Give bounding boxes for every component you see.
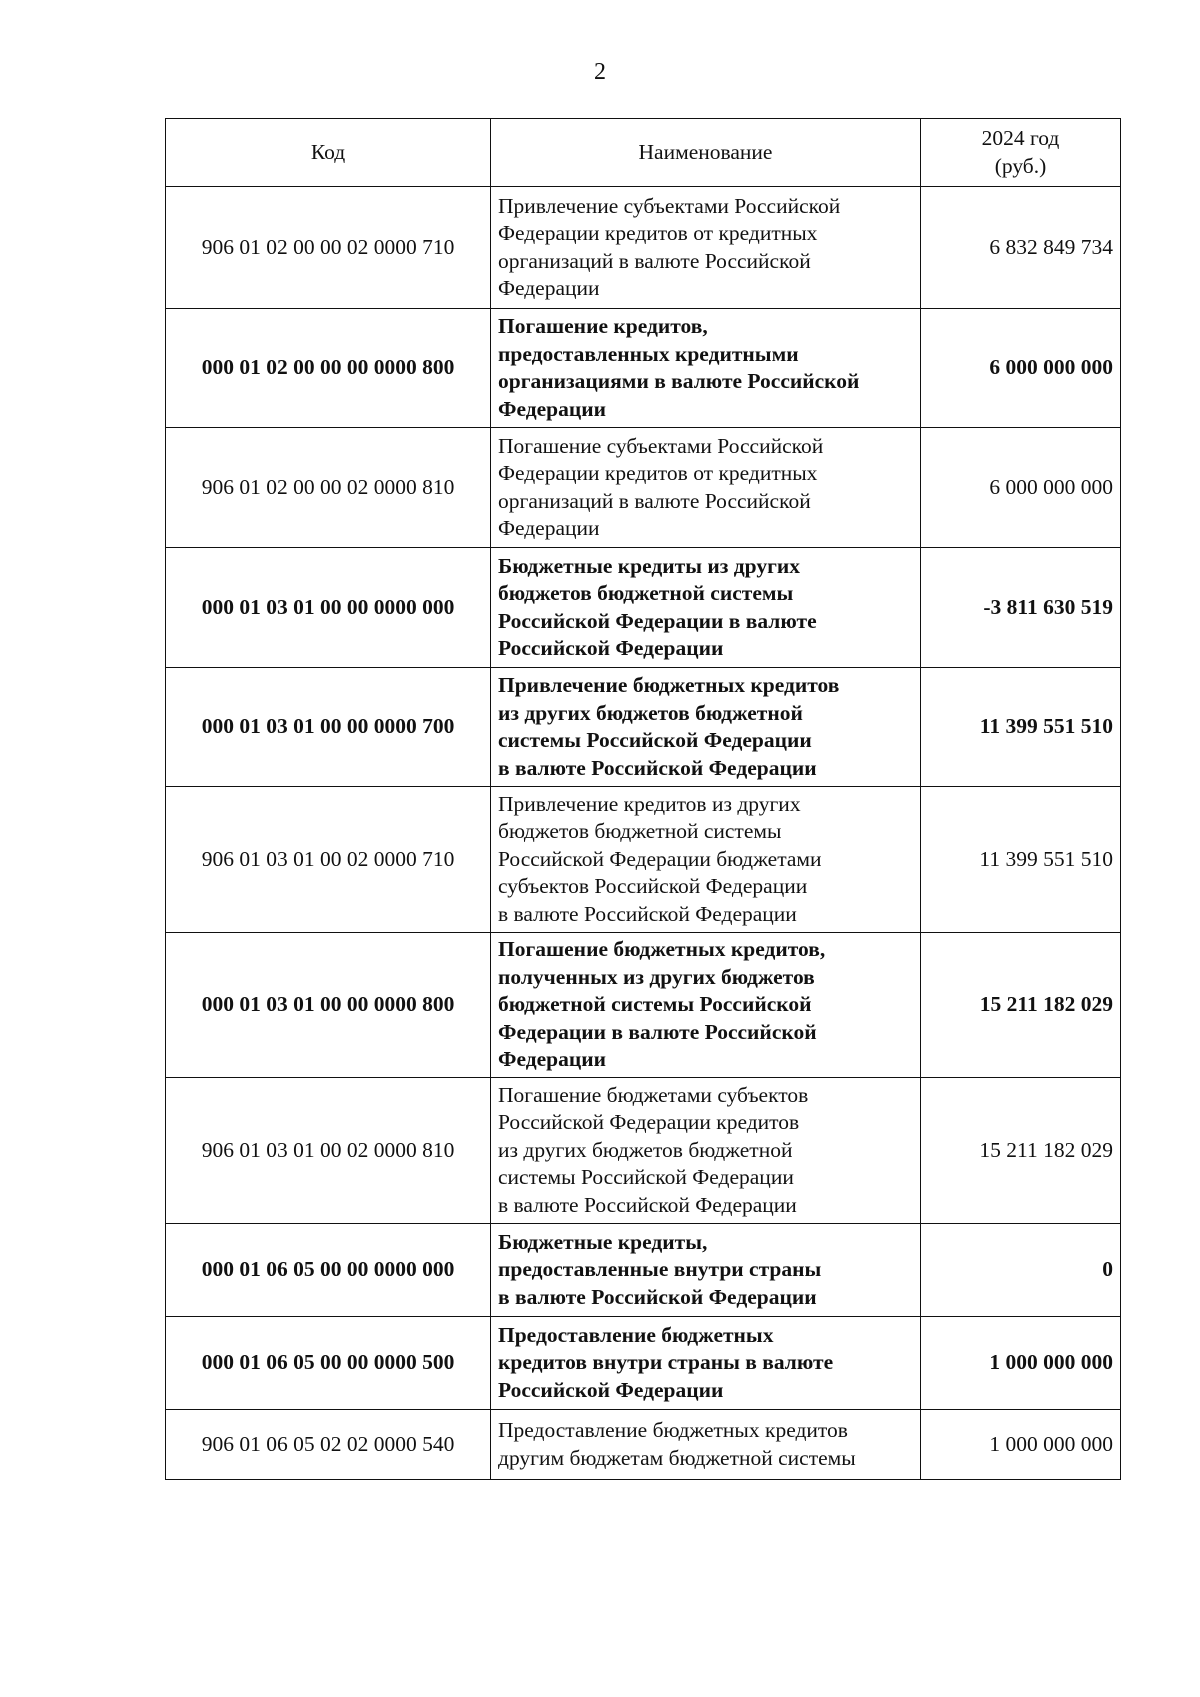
row-name-line: бюджетной системы Российской [498, 992, 812, 1017]
table-row [166, 787, 1121, 933]
row-name-line: Привлечение кредитов из других [498, 791, 801, 816]
row-name [491, 787, 921, 933]
row-name-line: бюджетов бюджетной системы [498, 581, 794, 605]
row-name-line: Федерации [498, 1047, 607, 1072]
row-name-line: в валюте Российской Федерации [498, 755, 817, 780]
row-name-line: Федерации [498, 276, 600, 300]
row-name-line: организаций в валюте Российской [498, 488, 811, 513]
row-name-line: системы Российской Федерации [498, 728, 812, 752]
row-name-line: другим бюджетам бюджетной системы [498, 1445, 856, 1470]
row-amount: 6 000 000 000 [921, 309, 1121, 428]
row-name-line: Российской Федерации [498, 1377, 724, 1402]
table-row [166, 1317, 1121, 1410]
table-row [166, 1410, 1121, 1480]
row-name [491, 548, 921, 668]
row-amount: 6 832 849 734 [921, 187, 1121, 309]
page-number: 2 [594, 59, 606, 85]
header-amount-year: 2024 год [981, 126, 1060, 150]
header-amount-unit: (руб.) [994, 153, 1047, 178]
row-name-line: Предоставление бюджетных кредитов [498, 1418, 848, 1442]
row-code: 906 01 03 01 00 02 0000 710 [166, 787, 491, 933]
row-name-line: Погашение кредитов, [498, 314, 708, 338]
row-name [491, 1410, 921, 1480]
table-row [166, 668, 1121, 787]
row-name-line: в валюте Российской Федерации [498, 1192, 797, 1217]
row-name-line: Российской Федерации в валюте [498, 608, 817, 633]
row-code: 000 01 03 01 00 00 0000 800 [166, 933, 491, 1078]
row-name [491, 668, 921, 787]
row-name [491, 1224, 921, 1317]
budget-table [165, 118, 1121, 1480]
row-name-line: из других бюджетов бюджетной [498, 700, 803, 725]
row-name-line: Привлечение субъектами Российской [498, 193, 841, 218]
row-name-line: Погашение субъектами Российской [498, 433, 824, 458]
row-code: 000 01 06 05 00 00 0000 000 [166, 1224, 491, 1317]
row-amount: 11 399 551 510 [921, 787, 1121, 933]
row-name-line: предоставленных кредитными [498, 341, 799, 366]
row-amount: 1 000 000 000 [921, 1317, 1121, 1410]
header-code: Код [166, 119, 491, 187]
row-name-line: в валюте Российской Федерации [498, 1284, 817, 1309]
row-name-line: полученных из других бюджетов [498, 964, 815, 989]
table-row [166, 1078, 1121, 1224]
row-code: 000 01 02 00 00 00 0000 800 [166, 309, 491, 428]
row-amount: 1 000 000 000 [921, 1410, 1121, 1480]
row-name-line: Федерации [498, 396, 607, 421]
row-name [491, 187, 921, 309]
row-amount: -3 811 630 519 [921, 548, 1121, 668]
row-name-line: Федерации кредитов от кредитных [498, 221, 818, 245]
row-amount: 0 [921, 1224, 1121, 1317]
table-row [166, 187, 1121, 309]
row-name [491, 309, 921, 428]
header-amount [921, 119, 1121, 187]
row-name-line: Бюджетные кредиты, [498, 1229, 708, 1254]
row-code: 906 01 02 00 00 02 0000 710 [166, 187, 491, 309]
row-amount: 15 211 182 029 [921, 933, 1121, 1078]
row-name-line: предоставленные внутри страны [498, 1257, 822, 1282]
row-code: 000 01 03 01 00 00 0000 700 [166, 668, 491, 787]
row-name-line: Привлечение бюджетных кредитов [498, 673, 840, 697]
budget-table-body [166, 187, 1121, 1480]
row-code: 000 01 06 05 00 00 0000 500 [166, 1317, 491, 1410]
row-name [491, 1078, 921, 1224]
table-row [166, 933, 1121, 1078]
row-name-line: системы Российской Федерации [498, 1165, 794, 1190]
row-name-line: в валюте Российской Федерации [498, 901, 797, 926]
row-name-line: бюджетов бюджетной системы [498, 819, 782, 844]
row-amount: 11 399 551 510 [921, 668, 1121, 787]
row-name-line: Российской Федерации [498, 636, 724, 660]
row-name-line: Федерации кредитов от кредитных [498, 461, 818, 485]
table-row [166, 1224, 1121, 1317]
table-row [166, 548, 1121, 668]
header-name: Наименование [491, 119, 921, 187]
header-row [166, 119, 1121, 187]
row-amount: 15 211 182 029 [921, 1078, 1121, 1224]
row-name-line: организациями в валюте Российской [498, 369, 860, 393]
row-name-line: Российской Федерации бюджетами [498, 846, 822, 871]
row-code: 906 01 02 00 00 02 0000 810 [166, 428, 491, 548]
row-name-line: субъектов Российской Федерации [498, 874, 808, 899]
row-name-line: организаций в валюте Российской [498, 248, 811, 273]
row-name [491, 1317, 921, 1410]
table-row [166, 428, 1121, 548]
row-name-line: Федерации в валюте Российской [498, 1019, 817, 1044]
row-name-line: Погашение бюджетных кредитов, [498, 937, 826, 962]
row-name [491, 428, 921, 548]
row-name-line: кредитов внутри страны в валюте [498, 1350, 834, 1375]
row-name [491, 933, 921, 1078]
row-amount: 6 000 000 000 [921, 428, 1121, 548]
row-name-line: Бюджетные кредиты из других [498, 553, 800, 578]
row-name-line: Российской Федерации кредитов [498, 1110, 800, 1135]
row-code: 906 01 06 05 02 02 0000 540 [166, 1410, 491, 1480]
row-name-line: из других бюджетов бюджетной [498, 1137, 793, 1162]
row-code: 000 01 03 01 00 00 0000 000 [166, 548, 491, 668]
table-row [166, 309, 1121, 428]
row-code: 906 01 03 01 00 02 0000 810 [166, 1078, 491, 1224]
row-name-line: Предоставление бюджетных [498, 1322, 774, 1347]
row-name-line: Погашение бюджетами субъектов [498, 1082, 809, 1107]
row-name-line: Федерации [498, 516, 600, 540]
